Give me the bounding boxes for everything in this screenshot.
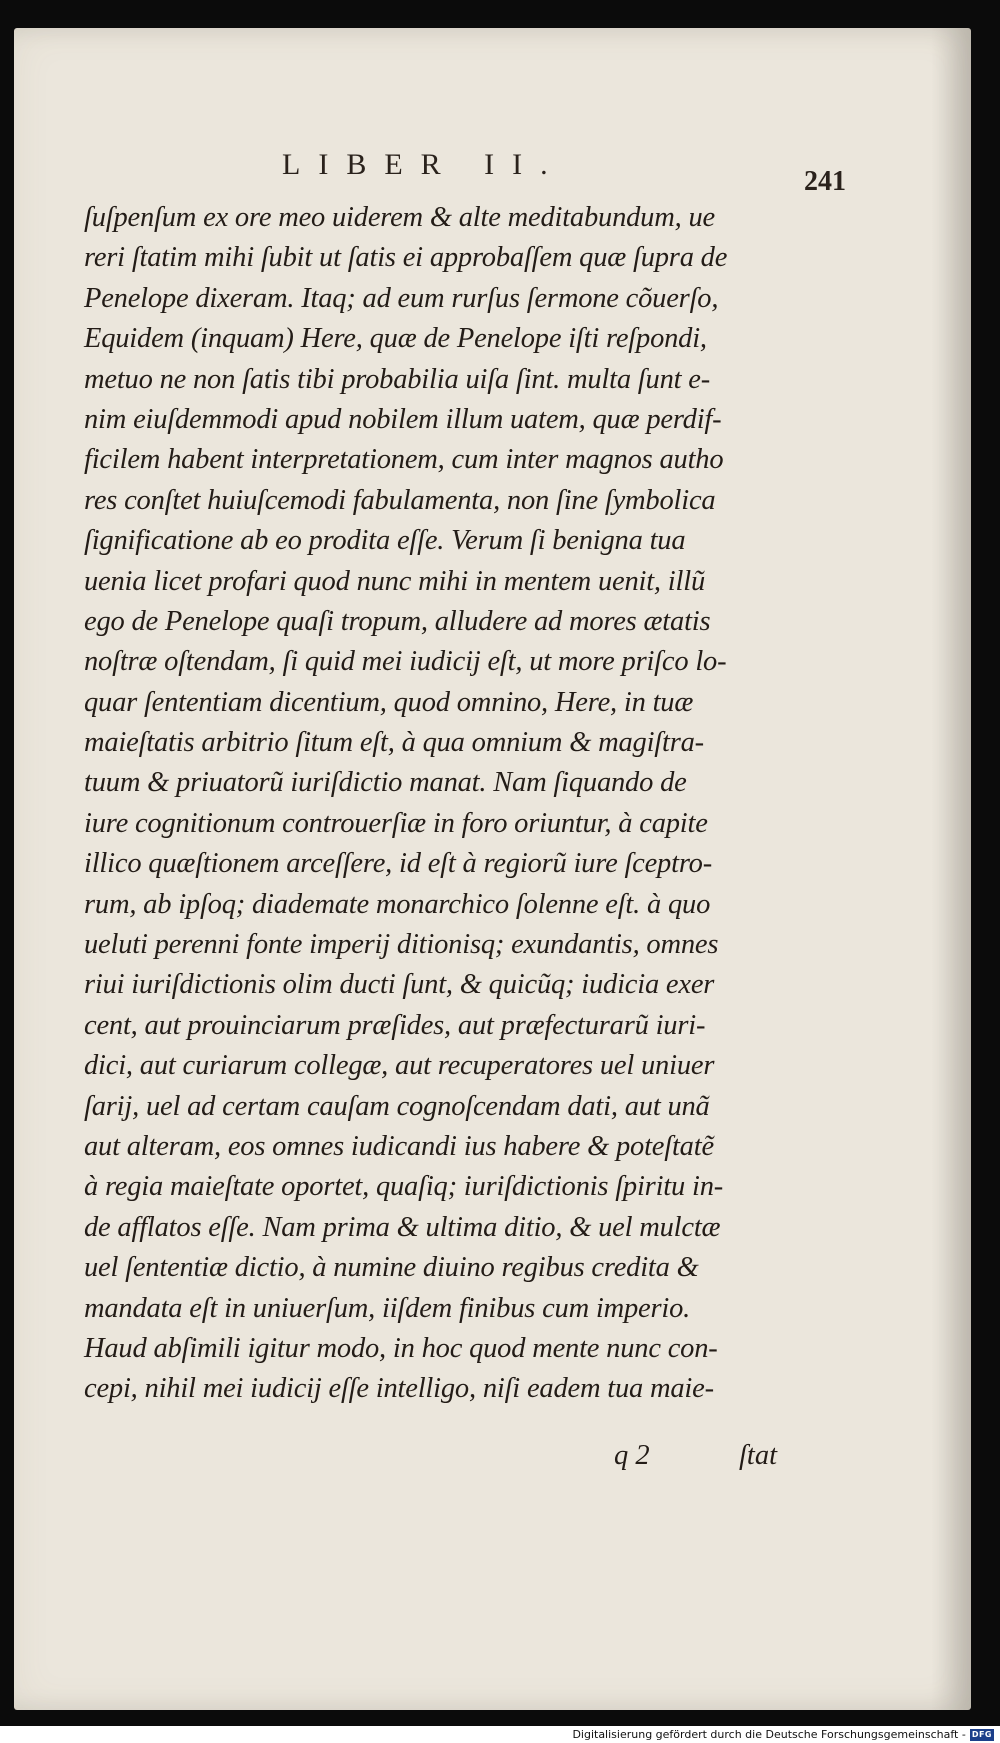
dfg-logo-icon: DFG xyxy=(971,1730,992,1739)
text-line: iure cognitionum controuerſiæ in foro oriuntur, à capite xyxy=(84,807,708,839)
text-line: ego de Penelope quaſi tropum, alludere ad mores ætatis xyxy=(84,605,711,637)
text-line: uenia licet profari quod nunc mihi in mentem uenit, illũ xyxy=(84,565,705,597)
text-line: cepi, nihil mei iudicij eſſe intelligo, niſi eadem tua maie- xyxy=(84,1373,714,1405)
text-line: metuo ne non ſatis tibi probabilia uiſa ſint. multa ſunt e- xyxy=(84,363,710,395)
text-line: Equidem (inquam) Here, quæ de Penelope iſti reſpondi, xyxy=(84,323,707,355)
text-line: reri ſtatim mihi ſubit ut ſatis ei approbaſſem quæ ſupra de xyxy=(84,242,728,274)
signature-mark: q 2 xyxy=(614,1440,650,1471)
text-line: res conſtet huiuſcemodi fabulamenta, non ſine ſymbolica xyxy=(84,484,716,516)
credit-text: Digitalisierung gefördert durch die Deutsche Forschungsgemeinschaft - xyxy=(572,1728,966,1741)
text-line: maieſtatis arbitrio ſitum eſt, à qua omnium & magiſtra- xyxy=(84,727,704,759)
catchword: ſtat xyxy=(739,1440,778,1471)
text-line: aut alteram, eos omnes iudicandi ius habere & poteſtatẽ xyxy=(84,1130,714,1162)
text-line: ſignificatione ab eo prodita eſſe. Verum ſi benigna tua xyxy=(84,525,686,557)
text-line: de afflatos eſſe. Nam prima & ultima ditio, & uel mulctæ xyxy=(84,1211,721,1243)
text-line: cent, aut prouinciarum præſides, aut præfecturarũ iuri- xyxy=(84,1009,706,1041)
text-line: uel ſententiæ dictio, à numine diuino regibus credita & xyxy=(84,1252,699,1284)
text-line: tuum & priuatorũ iuriſdictio manat. Nam ſiquando de xyxy=(84,767,687,799)
running-head: LIBER II. xyxy=(282,148,566,181)
text-line: ficilem habent interpretationem, cum inter magnos autho xyxy=(84,444,724,476)
book-page xyxy=(14,28,971,1710)
text-line: nim eiuſdemmodi apud nobilem illum uatem, quæ perdif- xyxy=(84,403,722,435)
text-line: illico quæſtionem arceſſere, id eſt à regiorũ iure ſceptro- xyxy=(84,848,713,880)
text-line: noſtræ oſtendam, ſi quid mei iudicij eſt, ut more priſco lo- xyxy=(84,646,727,678)
text-line: Penelope dixeram. Itaq; ad eum rurſus ſermone cõuerſo, xyxy=(84,282,719,314)
digitization-credit xyxy=(572,1727,994,1743)
text-line: quar ſententiam dicentium, quod omnino, Here, in tuæ xyxy=(84,686,694,718)
text-line: rum, ab ipſoq; diademate monarchico ſolenne eſt. à quo xyxy=(84,888,711,920)
page-number: 241 xyxy=(804,166,846,197)
text-line: à regia maieſtate oportet, quaſiq; iuriſdictionis ſpiritu in- xyxy=(84,1171,724,1203)
text-line: ſarij, uel ad certam cauſam cognoſcendam dati, aut unã xyxy=(84,1090,710,1122)
text-line: mandata eſt in uniuerſum, iiſdem finibus cum imperio. xyxy=(84,1292,691,1324)
text-block xyxy=(84,198,804,1410)
text-line: ueluti perenni fonte imperij ditionisq; exundantis, omnes xyxy=(84,929,719,961)
text-line: Haud abſimili igitur modo, in hoc quod mente nunc con- xyxy=(84,1332,718,1364)
text-line: ſuſpenſum ex ore meo uiderem & alte meditabundum, ue xyxy=(84,202,715,233)
text-line: riui iuriſdictionis olim ducti ſunt, & quicũq; iudicia exer xyxy=(84,969,715,1001)
text-line: dici, aut curiarum collegæ, aut recuperatores uel uniuer xyxy=(84,1050,715,1082)
